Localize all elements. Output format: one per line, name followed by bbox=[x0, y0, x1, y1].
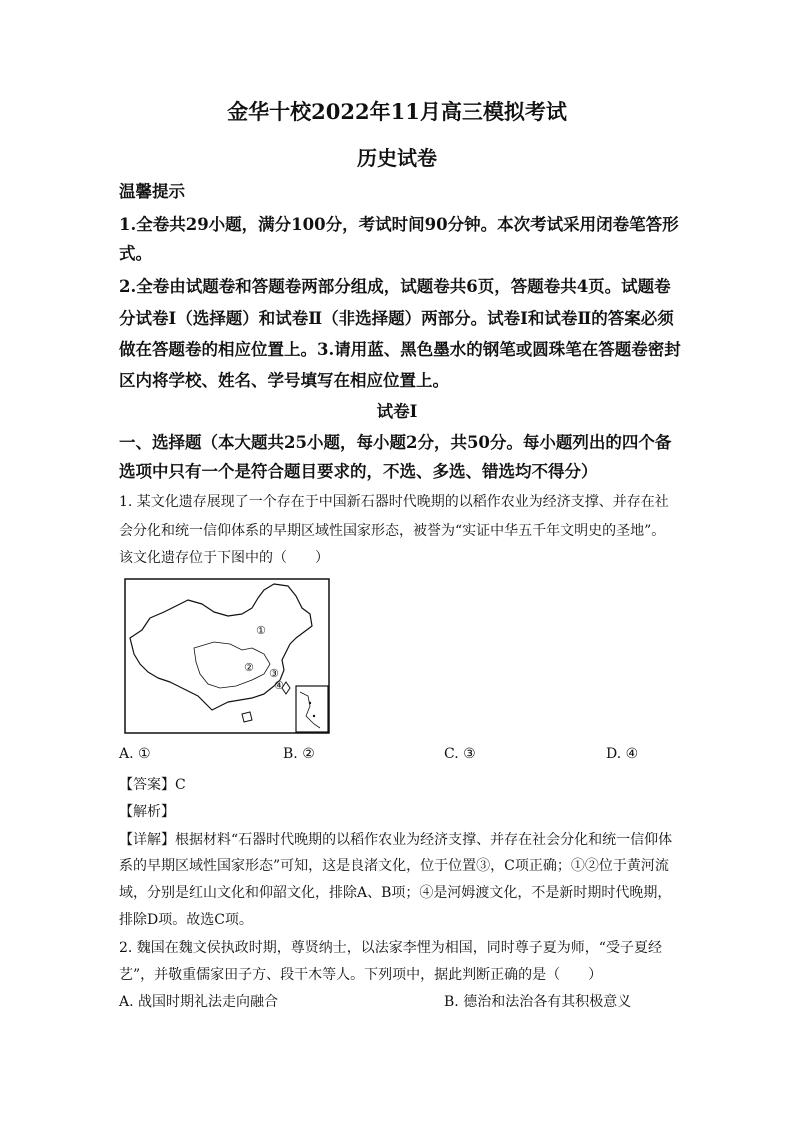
question-2-text: 艺”，并敬重儒家田子方、段干木等人。下列项中，据此判断正确的是（ ） bbox=[119, 967, 603, 983]
option-b: B. ② bbox=[283, 746, 315, 762]
part-one-line: 一、选择题（本大题共25小题，每小题2分，共50分。每小题列出的四个备 bbox=[119, 433, 672, 452]
option-b: B. 德治和法治各有其积极意义 bbox=[444, 994, 632, 1010]
map-marker-1: ① bbox=[256, 624, 266, 637]
option-a: A. 战国时期礼法走向融合 bbox=[119, 994, 279, 1010]
analysis-label: 【解析】 bbox=[119, 804, 175, 820]
option-a: A. ① bbox=[119, 746, 151, 762]
question-1-text: 1. 某文化遗存展现了一个存在于中国新石器时代晚期的以稻作农业为经济支撑、并存在社 bbox=[119, 494, 669, 510]
analysis-detail: 域，分别是红山文化和仰韶文化，排除A、B项；④是河姆渡文化，不是新时期时代晚期， bbox=[119, 885, 672, 901]
part-one-line: 选项中只有一个是符合题目要求的，不选、多选、错选均不得分） bbox=[119, 462, 598, 481]
question-1-text: 会分化和统一信仰体系的早期区域性国家形态，被誉为“实证中华五千年文明史的圣地”。 bbox=[119, 523, 666, 539]
option-c: C. ③ bbox=[444, 746, 476, 762]
analysis-detail: 排除D项。故选C项。 bbox=[119, 912, 253, 928]
notice-line: 1.全卷共29小题，满分100分，考试时间90分钟。本次考试采用闭卷笔答形 bbox=[119, 215, 679, 234]
notice-line: 2.全卷由试题卷和答题卷两部分组成，试题卷共6页，答题卷共4页。试题卷 bbox=[119, 277, 671, 296]
exam-title: 金华十校2022年11月高三模拟考试 bbox=[227, 99, 567, 124]
notice-line: 做在答题卷的相应位置上。3.请用蓝、黑色墨水的钢笔或圆珠笔在答题卷密封 bbox=[119, 340, 681, 359]
exam-subtitle: 历史试卷 bbox=[357, 146, 437, 170]
notice-line: 分试卷Ⅰ（选择题）和试卷Ⅱ（非选择题）两部分。试卷Ⅰ和试卷Ⅱ的答案必须 bbox=[119, 309, 674, 328]
section-title: 试卷Ⅰ bbox=[376, 402, 418, 421]
answer-label: 【答案】C bbox=[119, 777, 186, 793]
notice-line: 式。 bbox=[119, 244, 152, 263]
map-marker-2: ② bbox=[244, 661, 254, 674]
question-2-text: 2. 魏国在魏文侯执政时期，尊贤纳士，以法家李悝为相国，同时尊子夏为师，“受子夏经 bbox=[119, 940, 662, 956]
map-marker-4: ④ bbox=[274, 679, 284, 692]
analysis-detail: 系的早期区域性国家形态”可知，这是良渚文化，位于位置③，C项正确；①②位于黄河流 bbox=[119, 858, 669, 874]
question-1-text: 该文化遗存位于下图中的（ ） bbox=[119, 550, 329, 566]
china-outline-map bbox=[124, 578, 330, 734]
map-marker-3: ③ bbox=[269, 667, 279, 680]
option-d: D. ④ bbox=[606, 746, 639, 762]
analysis-detail: 【详解】根据材料“石器时代晚期的以稻作农业为经济支撑、并存在社会分化和统一信仰体 bbox=[119, 832, 673, 848]
notice-line: 区内将学校、姓名、学号填写在相应位置上。 bbox=[119, 371, 449, 390]
notice-heading: 温馨提示 bbox=[119, 182, 185, 201]
